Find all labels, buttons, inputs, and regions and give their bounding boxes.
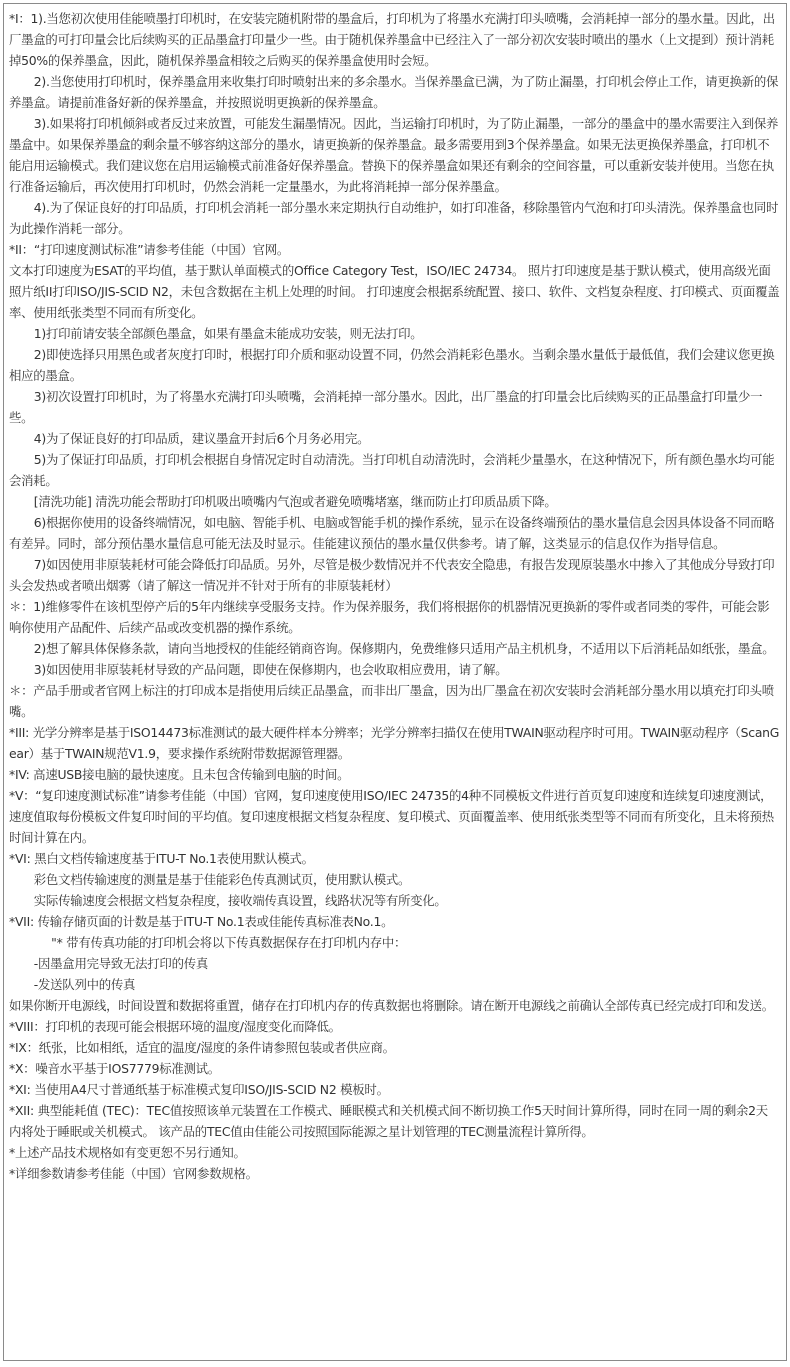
note-iv: *IV: 高速USB接电脑的最快速度。且未包含传输到电脑的时间。 bbox=[9, 767, 350, 782]
note-x: *X：噪音水平基于IOS7779标准测试。 bbox=[9, 1061, 220, 1076]
note-cleaning: [清洗功能] 清洗功能会帮助打印机吸出喷嘴内气泡或者避免喷嘴堵塞，继而防止打印质品质下降。 bbox=[33, 494, 557, 509]
note-i-1: *I：1).当您初次使用佳能喷墨打印机时，在安装完随机附带的墨盒后，打印机为了将墨水充满打印头喷嘴，会消耗掉一部分的墨水量。因此，出厂墨盒的可打印量会比后续购买的正品墨盒打印量少一些。由于随机保养墨盒中已经注入了一部分初次安装时喷出的墨水（上文提到）预计消耗掉50%的保养墨盒，因此，随机保养墨盒相较之后购买的保养墨盒使用时会短。 bbox=[9, 11, 775, 68]
note-ii-print-speed: 文本打印速度为ESAT的平均值，基于默认单面模式的Office Category Test，ISO/IEC 24734。 照片打印速度是基于默认模式，使用高级光面照片纸II打印ISO/JIS-SCID N2，未包含数据在主机上处理的时间。 打印速度会根据系统配置、接口、软件、文档复杂程度、打印模式、页面覆盖率、使用纸张类型不同而有所变化。 bbox=[9, 263, 780, 320]
note-ii-1: 1)打印前请安装全部颜色墨盒，如果有墨盒未能成功安装，则无法打印。 bbox=[33, 326, 423, 341]
note-service-1: ＊：1)维修零件在该机型停产后的5年内继续享受服务支持。作为保养服务，我们将根据你的机器情况更换新的零件或者同类的零件，可能会影响你使用产品配件、后续产品或改变机器的操作系统。 bbox=[9, 599, 770, 635]
note-ix: *IX：纸张，比如相纸，适宜的温度/湿度的条件请参照包装或者供应商。 bbox=[9, 1040, 395, 1055]
note-vii-power: 如果你断开电源线，时间设置和数据将重置，储存在打印机内存的传真数据也将删除。请在断开电源线之前确认全部传真已经完成打印和发送。 bbox=[9, 998, 774, 1013]
note-vi: *VI: 黑白文档传输速度基于ITU-T No.1表使用默认模式。 bbox=[9, 851, 314, 866]
note-ii-2: 2)即使选择只用黑色或者灰度打印时，根据打印介质和驱动设置不同，仍然会消耗彩色墨水。当剩余墨水量低于最低值，我们会建议您更换相应的墨盒。 bbox=[9, 347, 775, 383]
note-ii-3: 3)初次设置打印机时，为了将墨水充满打印头喷嘴，会消耗掉一部分墨水。因此，出厂墨盒的打印量会比后续购买的正品墨盒打印量少一些。 bbox=[9, 389, 763, 425]
note-ii-6: 6)根据你使用的设备终端情况，如电脑、智能手机、电脑或智能手机的操作系统，显示在设备终端预估的墨水量信息会因具体设备不同而略有差异。同时，部分预估墨水量信息可能无法及时显示。佳能建议预估的墨水量仅供参考。请了解，这类显示的信息仅作为指导信息。 bbox=[9, 515, 775, 551]
note-v: *V：“复印速度测试标准”请参考佳能（中国）官网，复印速度使用ISO/IEC 24735的4种不同模板文件进行首页复印速度和连续复印速度测试，速度值取每份模板文件复印时间的平均值。复印速度根据文档复杂程度、复印模式、页面覆盖率、使用纸张类型等不同而有所变化，且未将预热时间计算在内。 bbox=[9, 788, 774, 845]
note-xi: *XI: 当使用A4尺寸普通纸基于标准模式复印ISO/JIS-SCID N2 模板时。 bbox=[9, 1082, 389, 1097]
note-official-site: *详细参数请参考佳能（中国）官网参数规格。 bbox=[9, 1166, 258, 1181]
note-vii: *VII: 传输存储页面的计数是基于ITU-T No.1表或佳能传真标准表No.1。 bbox=[9, 914, 394, 929]
note-service-2: 2)想了解具体保修条款，请向当地授权的佳能经销商咨询。保修期内，免费维修只适用产品主机机身，不适用以下后消耗品如纸张，墨盒。 bbox=[33, 641, 775, 656]
note-xii: *XII: 典型能耗值 (TEC)：TEC值按照该单元装置在工作模式、睡眠模式和关机模式间不断切换工作5天时间计算所得，同时在同一周的剩余2天内将处于睡眠或关机模式。 该产品的TEC值由佳能公司按照国际能源之星计划管理的TEC测量流程计算所得。 bbox=[9, 1103, 768, 1139]
note-vii-item-2: -发送队列中的传真 bbox=[33, 977, 136, 992]
spec-footnotes-panel bbox=[3, 3, 787, 1361]
note-vii-item-1: -因墨盒用完导致无法打印的传真 bbox=[33, 956, 208, 971]
note-i-3: 3).如果将打印机倾斜或者反过来放置，可能发生漏墨情况。因此，当运输打印机时，为了防止漏墨，一部分的墨盒中的墨水需要注入到保养墨盒中。如果保养墨盒的剩余量不够容纳这部分的墨水，请更换新的保养墨盒。最多需要用到3个保养墨盒。如果无法更换保养墨盒，打印机不能启用运输模式。我们建议您在启用运输模式前准备好保养墨盒。替换下的保养墨盒如果还有剩余的空间容量，可以重新安装并使用。当您在执行准备运输后，再次使用打印机时，仍然会消耗一定量墨水，为此将消耗掉一部分保养墨盒。 bbox=[9, 116, 779, 194]
note-ii-4: 4)为了保证良好的打印品质，建议墨盒开封后6个月务必用完。 bbox=[33, 431, 370, 446]
note-viii: *VIII：打印机的表现可能会根据环境的温度/湿度变化而降低。 bbox=[9, 1019, 341, 1034]
note-vi-color: 彩色文档传输速度的测量是基于佳能彩色传真测试页，使用默认模式。 bbox=[33, 872, 411, 887]
note-vii-fax-memory: "* 带有传真功能的打印机会将以下传真数据保存在打印机内存中： bbox=[51, 935, 407, 950]
note-ii-5: 5)为了保证打印品质，打印机会根据自身情况定时自动清洗。当打印机自动清洗时，会消耗少量墨水，在这种情况下，所有颜色墨水均可能会消耗。 bbox=[9, 452, 775, 488]
note-spec-change: *上述产品技术规格如有变更恕不另行通知。 bbox=[9, 1145, 246, 1160]
note-service-3: 3)如因使用非原装耗材导致的产品问题，即使在保修期内，也会收取相应费用，请了解。 bbox=[33, 662, 508, 677]
note-ii-heading: *II：“打印速度测试标准”请参考佳能（中国）官网。 bbox=[9, 242, 290, 257]
note-vi-actual: 实际传输速度会根据文档复杂程度，接收端传真设置，线路状况等有所变化。 bbox=[33, 893, 447, 908]
note-i-4: 4).为了保证良好的打印品质，打印机会消耗一部分墨水来定期执行自动维护，如打印准备，移除墨管内气泡和打印头清洗。保养墨盒也同时为此操作消耗一部分。 bbox=[9, 200, 779, 236]
note-print-cost: ＊：产品手册或者官网上标注的打印成本是指使用后续正品墨盒，而非出厂墨盒，因为出厂墨盒在初次安装时会消耗部分墨水用以填充打印头喷嘴。 bbox=[9, 683, 774, 719]
note-ii-7: 7)如因使用非原装耗材可能会降低打印品质。另外，尽管是极少数情况并不代表安全隐患，有报告发现原装墨水中掺入了其他成分导致打印头会发热或者喷出烟雾（请了解这一情况并不针对于所有的非原装耗材） bbox=[9, 557, 775, 593]
note-iii: *III: 光学分辨率是基于ISO14473标准测试的最大硬件样本分辨率；光学分辨率扫描仅在使用TWAIN驱动程序时可用。TWAIN驱动程序（ScanGear）基于TWAIN规范V1.9，要求操作系统附带数据源管理器。 bbox=[9, 725, 780, 761]
note-i-2: 2).当您使用打印机时，保养墨盒用来收集打印时喷射出来的多余墨水。当保养墨盒已满，为了防止漏墨，打印机会停止工作，请更换新的保养墨盒。请提前准备好新的保养墨盒，并按照说明更换新的保养墨盒。 bbox=[9, 74, 779, 110]
